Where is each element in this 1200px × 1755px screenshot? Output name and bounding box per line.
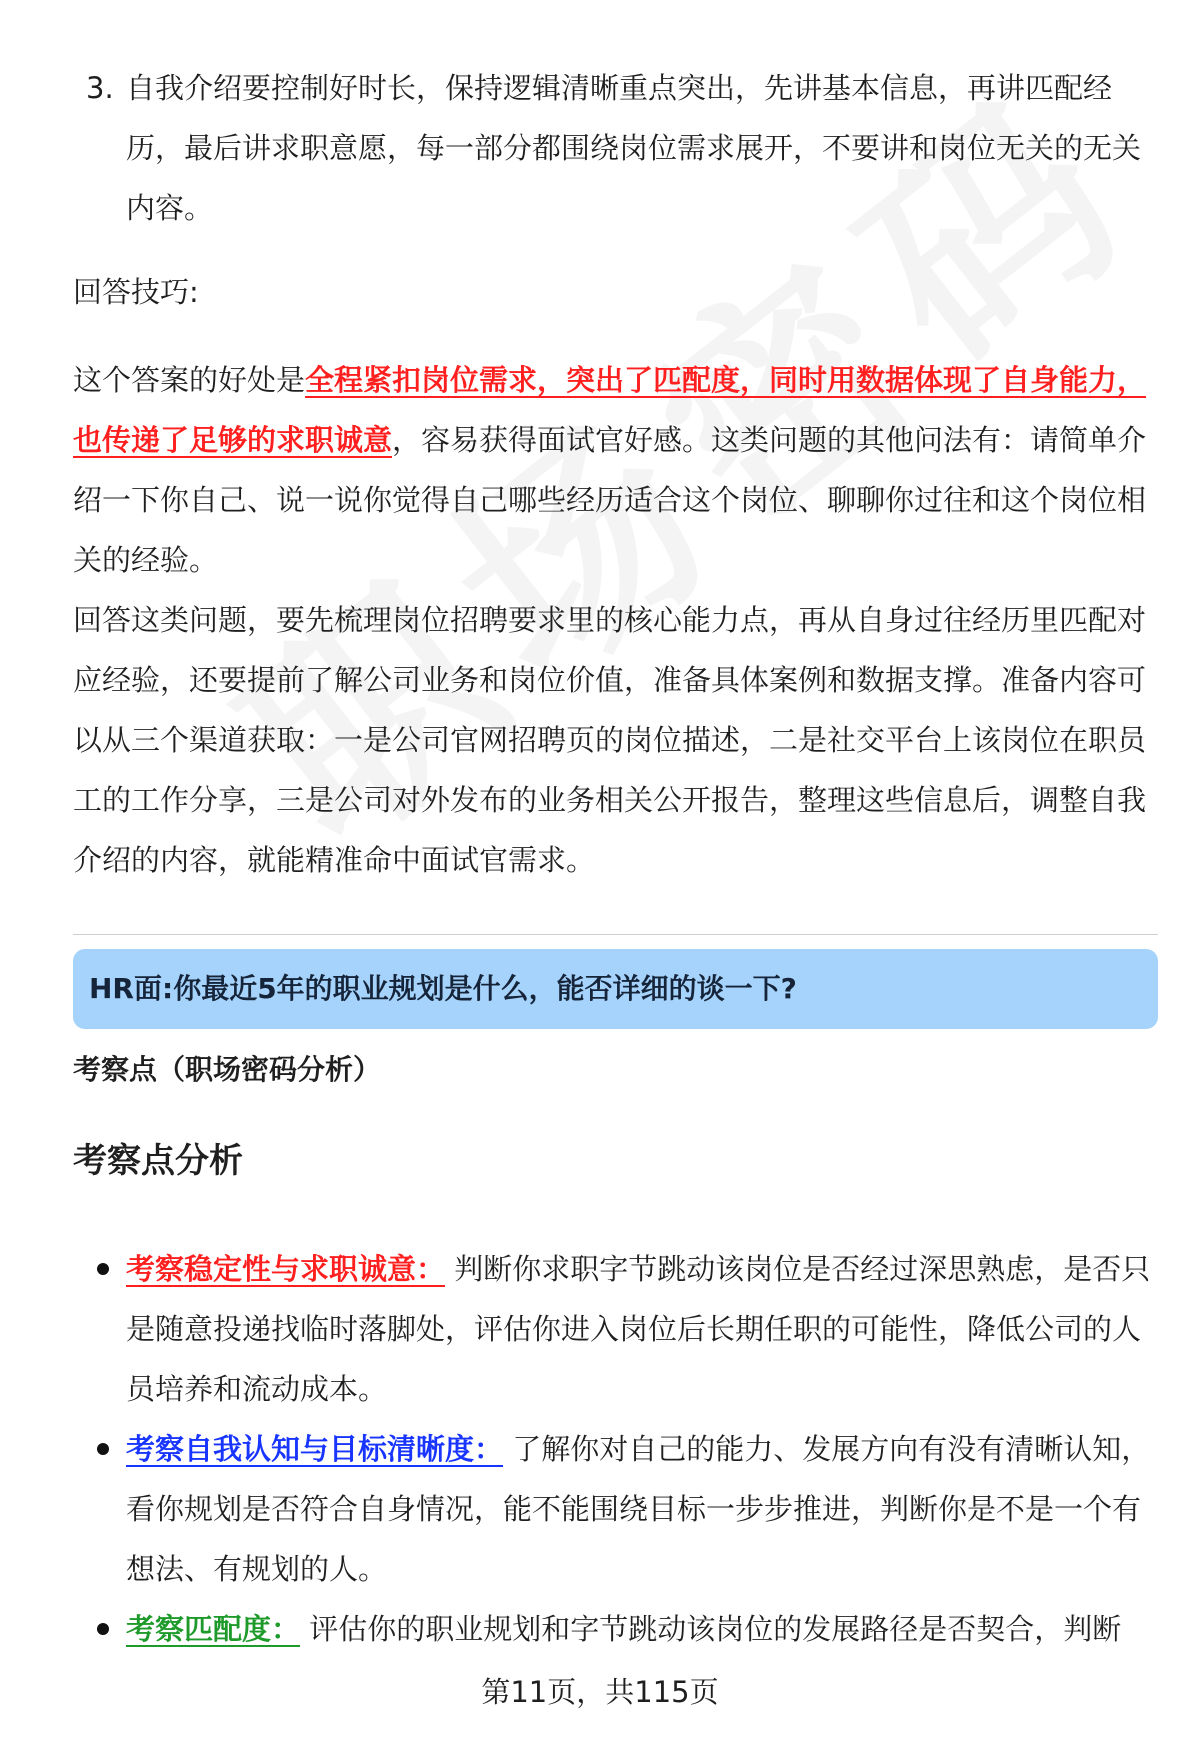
list-item-3	[73, 58, 1158, 238]
tips-suffix: ，容易获得面试官好感。这类问题的其他问法有：请简单介绍一下你自己、说一说你觉得自己哪些经历适合这个岗位、聊聊你过往和这个岗位相关的经验。	[73, 423, 1147, 577]
bullet-label-stability: 考察稳定性与求职诚意：	[126, 1252, 446, 1286]
bullet-dot-icon	[97, 1623, 109, 1635]
tips-prefix: 这个答案的好处是	[73, 363, 306, 397]
tips-label: 回答技巧:	[73, 275, 199, 309]
bullet-dot-icon	[97, 1443, 109, 1455]
list-item	[73, 1419, 1158, 1599]
section-title: 考察点分析	[73, 1141, 243, 1181]
advice-paragraph: 回答这类问题，要先梳理岗位招聘要求里的核心能力点，再从自身过往经历里匹配对应经验，还要提前了解公司业务和岗位价值，准备具体案例和数据支撑。准备内容可以从三个渠道获取：一是公司官网招聘页的岗位描述，二是社交平台上该岗位在职员工的工作分享，三是公司对外发布的业务相关公开报告，整理这些信息后，调整自我介绍的内容，就能精准命中面试官需求。	[73, 603, 1147, 877]
bullet-dot-icon	[97, 1263, 109, 1275]
document-body	[73, 58, 1158, 1659]
question-box: HR面:你最近5年的职业规划是什么，能否详细的谈一下?	[73, 949, 1158, 1029]
list-item-text: 自我介绍要控制好时长，保持逻辑清晰重点突出，先讲基本信息，再讲匹配经历，最后讲求职意愿，每一部分都围绕岗位需求展开，不要讲和岗位无关的无关内容。	[126, 71, 1142, 225]
tips-highlight: 全程紧扣岗位需求，突出了匹配度，同时用数据体现了自身能力，也传递了足够的求职诚意	[73, 363, 1147, 457]
list-number: 3.	[86, 71, 114, 105]
list-item	[73, 1599, 1158, 1659]
bullet-label-self-awareness: 考察自我认知与目标清晰度：	[126, 1432, 504, 1466]
sub-title: 考察点（职场密码分析）	[73, 1053, 382, 1086]
bullet-label-match: 考察匹配度：	[126, 1612, 301, 1646]
section-divider	[73, 934, 1158, 935]
bullet-text: 了解你对自己的能力、发展方向有没有清晰认知，看你规划是否符合自身情况，能不能围绕目标一步步推进，判断你是不是一个有想法、有规划的人。	[126, 1432, 1151, 1586]
list-item	[73, 1239, 1158, 1419]
bullet-text: 判断你求职字节跳动该岗位是否经过深思熟虑，是否只是随意投递找临时落脚处，评估你进入岗位后长期任职的可能性，降低公司的人员培养和流动成本。	[126, 1252, 1151, 1406]
analysis-list	[73, 1239, 1158, 1659]
page-number: 第11页，共115页	[481, 1675, 719, 1709]
bullet-text: 评估你的职业规划和字节跳动该岗位的发展路径是否契合，判断	[300, 1612, 1122, 1646]
tips-paragraph	[73, 350, 1158, 590]
